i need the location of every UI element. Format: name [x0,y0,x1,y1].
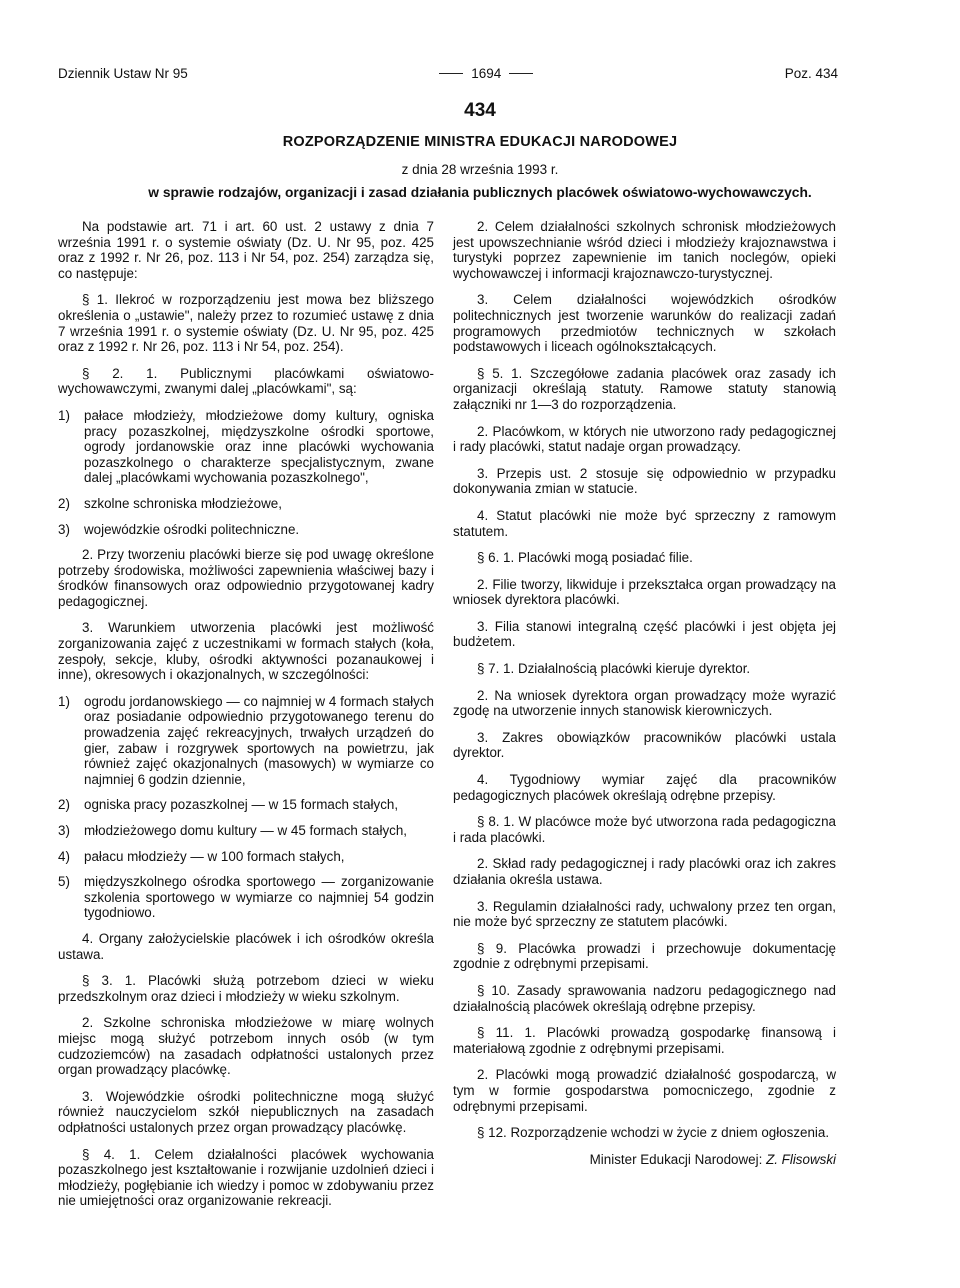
list-item: 3) wojewódzkie ośrodki politechniczne. [58,521,300,537]
journal-name: Dziennik Ustaw Nr 95 [58,65,188,81]
paragraph-7-4: 4. Tygodniowy wymiar zajęć dla pracowników pedagogicznych placówek określają odrębne przepisy. [453,772,836,803]
paragraph-6-1: § 6. 1. Placówki mogą posiadać filie. [477,550,693,566]
paragraph-9: § 9. Placówka prowadzi i przechowuje dokumentację zgodnie z odrębnymi przepisami. [453,940,836,972]
dash-left [439,73,463,74]
paragraph-7-3: 3. Zakres obowiązków pracowników placówki ustala dyrektor. [453,729,836,761]
list-item: 5) międzyszkolnego ośrodka sportowego — zorganizowanie szkolenia sportowego w wymiarze co najmniej 54 godzin tygodniowo. [58,874,434,921]
list-item: 1) ogrodu jordanowskiego — co najmniej w 4 formach stałych oraz posiadanie odpowiednio przygotowanego terenu do prowadzenia zajęć rekreacyjnych, trwałych urządzeń do gier, zabaw i rozgrywek sportowych na powietrzu, jak również zajęć okazjonalnych (masowych) w wymiarze co najmniej 6 godzin dziennie, [58,693,434,787]
act-title: ROZPORZĄDZENIE MINISTRA EDUKACJI NARODOWEJ [282,134,678,150]
paragraph-5-3: 3. Przepis ust. 2 stosuje się odpowiednio w przypadku dokonywania zmian w statucie. [453,465,836,497]
position-label: Poz. 434 [784,65,838,81]
paragraph-8-1: § 8. 1. W placówce może być utworzona rada pedagogiczna i rada placówki. [453,814,836,845]
list-item: 2) ogniska pracy pozaszkolnej — w 15 formach stałych, [58,797,399,813]
paragraph-3-1: § 3. 1. Placówki służą potrzebom dzieci w wieku przedszkolnym oraz dzieci i młodzieży w wieku szkolnym. [58,973,434,1004]
paragraph-7-2: 2. Na wniosek dyrektora organ prowadzący może wyrazić zgodę na utworzenie innych stanowisk kierowniczych. [453,687,836,719]
left-column [58,219,434,1220]
paragraph-2-1: § 2. 1. Publicznymi placówkami oświatowo-wychowawczymi, zwanymi dalej „placówkami", są: [58,365,434,397]
list-item: 1) pałace młodzieży, młodzieżowe domy kultury, ogniska pracy pozaszkolnej, międzyszkolne ośrodki sportowe, ogrody jordanowskie oraz inne placówki wychowania pozaszkolnego o charakterze specjalistycznym, zwane dalej „placówkami wychowania pozaszkolnego", [58,407,434,486]
paragraph-4-2: 2. Celem działalności szkolnych schronisk młodzieżowych jest upowszechnianie wśród dzieci i młodzieży krajoznawstwa i turystyki poprzez zapewnienie im tanich noclegów, opieki wychowawczej i informacji krajoznawczo-turystycznej. [453,219,836,281]
signature [453,1152,836,1168]
paragraph-11-1: § 11. 1. Placówki prowadzą gospodarkę finansową i materiałową zgodnie z odrębnymi przepisami. [453,1025,836,1056]
paragraph-5-2: 2. Placówkom, w których nie utworzono rady pedagogicznej i rady placówki, statut nadaje organ prowadzący. [453,423,836,455]
paragraph-8-3: 3. Regulamin działalności rady, uchwalony przez ten organ, nie może być sprzeczny ze statutem placówki. [453,898,836,930]
paragraph-6-3: 3. Filia stanowi integralną część placówki i jest objęta jej budżetem. [453,618,836,650]
paragraph-6-2: 2. Filie tworzy, likwiduje i przekształca organ prowadzący na wniosek dyrektora placówki. [453,576,836,608]
signature-name: Z. Flisowski [766,1151,836,1167]
paragraph-7-1: § 7. 1. Działalnością placówki kieruje dyrektor. [477,661,751,677]
paragraph-4-1: § 4. 1. Celem działalności placówek wychowania pozaszkolnego jest kształtowanie i rozwijanie uzdolnień dzieci i młodzieży, pogłębianie ich wiedzy i pomoc w zdobywaniu przez nie umiejętności oraz organizowanie rekreacji. [58,1146,434,1209]
page-number-text: 1694 [471,65,502,81]
paragraph-5-4: 4. Statut placówki nie może być sprzeczny z ramowym statutem. [453,507,836,539]
page-number [439,66,533,81]
right-column [453,219,836,1178]
paragraph-5-1: § 5. 1. Szczegółowe zadania placówek oraz zasady ich organizacji określają statuty. Ramowe statuty stanowią załączniki nr 1—3 do rozporządzenia. [453,365,836,412]
dash-right [509,73,533,74]
paragraph-4-3: 3. Celem działalności wojewódzkich ośrodków politechnicznych jest tworzenie warunków do realizacji zadań programowych przedmiotów technicznych w szkołach podstawowych i liceach ogólnokształcących. [453,292,836,355]
paragraph-2-2: 2. Przy tworzeniu placówki bierze się pod uwagę określone potrzeby środowiska, możliwości zapewnienia właściwej bazy i środków finansowych oraz odpowiednio przygotowanej kadry pedagogicznej. [58,547,434,609]
paragraph-2-4: 4. Organy założycielskie placówek i ich ośrodków określa ustawa. [58,930,434,962]
act-subject: w sprawie rodzajów, organizacji i zasad działania publicznych placówek oświatowo-wychowawczych. [148,185,812,200]
page-header [58,64,838,82]
paragraph-8-2: 2. Skład rady pedagogicznej i rady placówki oraz ich zakres działania określa ustawa. [453,856,836,887]
paragraph-1: § 1. Ilekroć w rozporządzeniu jest mowa bez bliższego określenia o „ustawie", należy przez to rozumieć ustawę z dnia 7 września 1991 r. o systemie oświaty (Dz. U. Nr 95, poz. 425 oraz z 1992 r. Nr 26, poz. 113 i Nr 54, poz. 254). [58,292,434,355]
preamble: Na podstawie art. 71 i art. 60 ust. 2 ustawy z dnia 7 września 1991 r. o systemie oświaty (Dz. U. Nr 95, poz. 425 oraz z 1992 r. Nr 26, poz. 113 i Nr 54, poz. 254) zarządza się, co następuje: [58,219,434,281]
list-item: 2) szkolne schroniska młodzieżowe, [58,495,282,511]
list-item: 3) młodzieżowego domu kultury — w 45 formach stałych, [58,823,407,838]
paragraph-12: § 12. Rozporządzenie wchodzi w życie z dniem ogłoszenia. [477,1125,830,1141]
act-date: z dnia 28 września 1993 r. [401,162,559,177]
act-number: 434 [464,100,496,121]
paragraph-10: § 10. Zasady sprawowania nadzoru pedagogicznego nad działalnością placówek określają odrębne przepisy. [453,982,836,1014]
paragraph-2-3: 3. Warunkiem utworzenia placówki jest możliwość zorganizowania zajęć z uczestnikami w formach stałych (koła, zespoły, sekcje, kluby, ośrodki aktywności pozanaukowej i inne), okresowych i okazjonalnych, w szczególności: [58,620,434,683]
signature-label: Minister Edukacji Narodowej: [589,1151,763,1167]
list-item: 4) pałacu młodzieży — w 100 formach stałych, [58,848,345,864]
paragraph-3-3: 3. Wojewódzkie ośrodki politechniczne mogą służyć również nauczycielom szkół niepublicznych na zasadach odpłatności ustalonych przez organ prowadzący placówkę. [58,1088,434,1135]
paragraph-3-2: 2. Szkolne schroniska młodzieżowe w miarę wolnych miejsc mogą służyć potrzebom innych osób (w tym cudzoziemców) na zasadach odpłatności ustalonych przez organ prowadzący placówkę. [58,1015,434,1078]
paragraph-11-2: 2. Placówki mogą prowadzić działalność gospodarczą, w tym w formie gospodarstwa pomocniczego, zgodnie z odrębnymi przepisami. [453,1067,836,1114]
